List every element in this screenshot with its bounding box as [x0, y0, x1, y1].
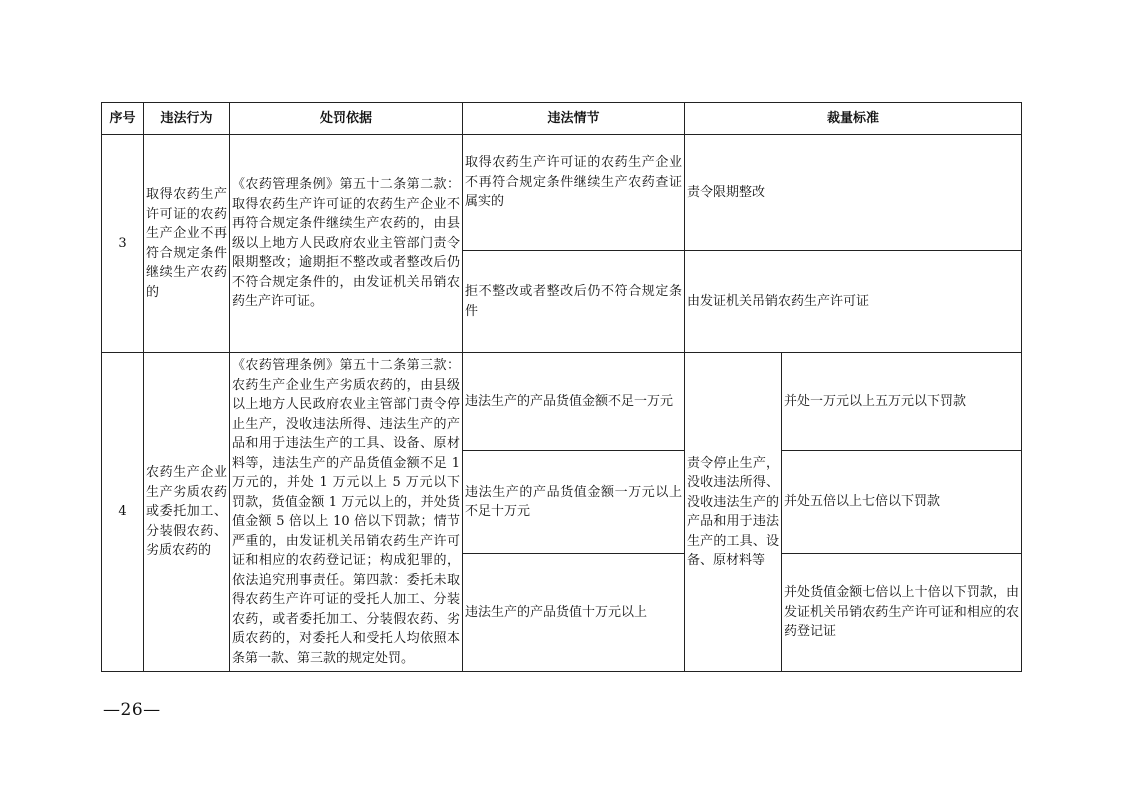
header-circumstance: 违法情节: [463, 103, 685, 135]
row-circumstance: 取得农药生产许可证的农药生产企业不再符合规定条件继续生产农药查证属实的: [463, 135, 685, 251]
row-circumstance: 违法生产的产品货值十万元以上: [463, 554, 685, 672]
header-seq: 序号: [102, 103, 144, 135]
header-row: [102, 103, 1022, 135]
row-circumstance: 拒不整改或者整改后仍不符合规定条件: [463, 251, 685, 353]
row-standard: 由发证机关吊销农药生产许可证: [685, 251, 1022, 353]
page-number: —26—: [103, 700, 161, 720]
row-basis: 《农药管理条例》第五十二条第二款：取得农药生产许可证的农药生产企业不再符合规定条件继续生产农药的，由县级以上地方人民政府农业主管部门责令限期整改；逾期拒不整改或者整改后仍不符合规定条件的，由发证机关吊销农药生产许可证。: [230, 135, 463, 353]
header-behavior: 违法行为: [144, 103, 230, 135]
header-standard: 裁量标准: [685, 103, 1022, 135]
row-seq: 3: [102, 135, 144, 353]
row-basis: 《农药管理条例》第五十二条第三款：农药生产企业生产劣质农药的，由县级以上地方人民政府农业主管部门责令停止生产，没收违法所得、违法生产的产品和用于违法生产的工具、设备、原材料等，违法生产的产品货值金额不足 1 万元的，并处 1 万元以上 5 万元以下罚款，货值金额 1 万元以上的，并处货值金额 5 倍以上 10 倍以下罚款；情节严重的，由发证机关吊销农药生产许可证和相应的农药登记证；构成犯罪的，依法追究刑事责任。第四款：委托未取得农药生产许可证的受托人加工、分装农药，或者委托加工、分装假农药、劣质农药的，对委托人和受托人均依照本条第一款、第三款的规定处罚。: [230, 353, 463, 672]
row-standard: 并处一万元以上五万元以下罚款: [782, 353, 1022, 451]
row-behavior: 取得农药生产许可证的农药生产企业不再符合规定条件继续生产农药的: [144, 135, 230, 353]
row-common-standard: 责令停止生产，没收违法所得、没收违法生产的产品和用于违法生产的工具、设备、原材料等: [685, 353, 782, 672]
row-circumstance: 违法生产的产品货值金额不足一万元: [463, 353, 685, 451]
header-basis: 处罚依据: [230, 103, 463, 135]
row-standard: 并处货值金额七倍以上十倍以下罚款，由发证机关吊销农药生产许可证和相应的农药登记证: [782, 554, 1022, 672]
row-standard: 并处五倍以上七倍以下罚款: [782, 451, 1022, 554]
table-row: [102, 135, 1022, 251]
table-row: [102, 353, 1022, 451]
row-behavior: 农药生产企业生产劣质农药或委托加工、分装假农药、劣质农药的: [144, 353, 230, 672]
row-standard: 责令限期整改: [685, 135, 1022, 251]
row-circumstance: 违法生产的产品货值金额一万元以上不足十万元: [463, 451, 685, 554]
row-seq: 4: [102, 353, 144, 672]
discretion-standard-table: [101, 102, 1022, 672]
